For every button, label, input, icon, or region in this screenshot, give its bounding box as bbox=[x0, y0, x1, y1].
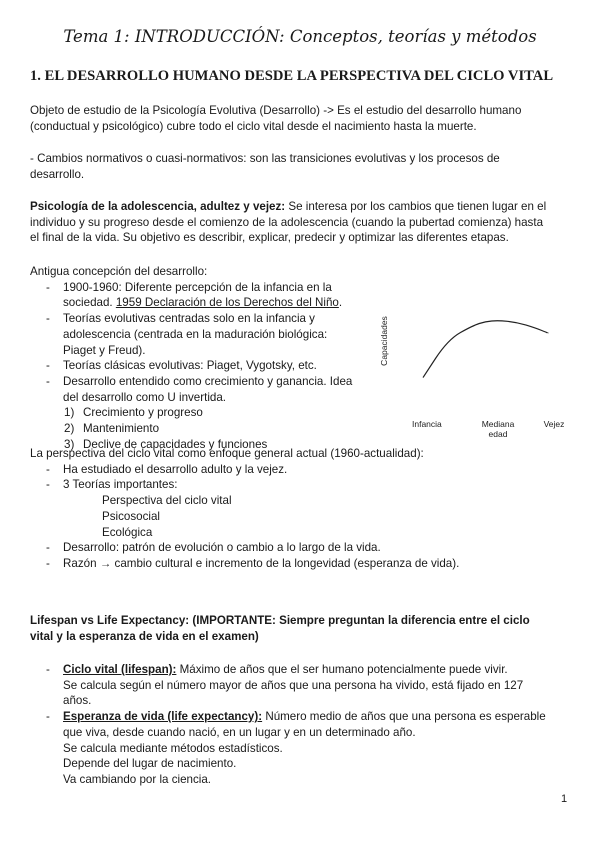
antigua-heading: Antigua concepción del desarrollo: bbox=[30, 265, 208, 278]
text-span: Crecimiento y progreso bbox=[83, 406, 203, 420]
text-line: (conductual y psicológico) cubre todo el ciclo vital desde el nacimiento hasta la muerte. bbox=[30, 119, 477, 133]
list-item bbox=[30, 462, 575, 478]
text-line: Objeto de estudio de la Psicología Evolutiva (Desarrollo) -> Es el estudio del desarrollo humano bbox=[30, 104, 522, 117]
text-line: años. bbox=[63, 694, 92, 708]
page-number: 1 bbox=[561, 793, 568, 805]
bold-term: Ciclo vital (lifespan): bbox=[63, 663, 177, 676]
section-antigua bbox=[30, 264, 375, 452]
text-line bbox=[63, 709, 575, 725]
x-tick-label: Infancia bbox=[412, 419, 442, 429]
definitions-list bbox=[30, 662, 575, 788]
text-span: Máximo de años que el ser humano potencialmente puede vivir. bbox=[176, 663, 508, 676]
text-line: - Cambios normativos o cuasi-normativos: son las transiciones evolutivas y los procesos de bbox=[30, 152, 500, 165]
document-title: Tema 1: INTRODUCCIÓN: Conceptos, teorías y métodos bbox=[63, 27, 537, 46]
antigua-list bbox=[30, 280, 375, 406]
text-span: Declive de capacidades y funciones bbox=[83, 437, 268, 451]
text-line bbox=[30, 199, 575, 215]
item-number: 2) bbox=[64, 422, 75, 436]
paragraph-psicologia bbox=[30, 199, 575, 246]
text-line: - Desarrollo entendido como crecimiento y ganancia. Idea bbox=[63, 374, 353, 388]
section-heading: 1. EL DESARROLLO HUMANO DESDE LA PERSPECTIVA DEL CICLO VITAL bbox=[30, 68, 554, 84]
series-line bbox=[423, 321, 548, 378]
text-line: - Ha estudiado el desarrollo adulto y la vejez. bbox=[63, 462, 288, 476]
list-item bbox=[30, 358, 375, 374]
item-number: 1) bbox=[64, 406, 75, 420]
text-line: vital y la esperanza de vida en el examen) bbox=[30, 629, 259, 643]
paragraph-objeto bbox=[30, 103, 575, 134]
text-line: - Razón → cambio cultural e incremento de la longevidad (esperanza de vida). bbox=[63, 556, 460, 570]
perspectiva-list-2 bbox=[30, 540, 575, 571]
text-line: individuo y su progreso desde el comienzo de la adolescencia (cuando la pubertad comienza) hasta bbox=[30, 215, 544, 229]
x-tick-label: Mediana edad bbox=[481, 419, 515, 439]
text-line: desarrollo. bbox=[30, 167, 85, 181]
lifespan-heading bbox=[30, 613, 575, 644]
text-line: Piaget y Freud). bbox=[63, 343, 146, 357]
theory-item: Perspectiva del ciclo vital bbox=[102, 494, 232, 508]
lifespan-list bbox=[30, 662, 575, 788]
text-line: Lifespan vs Life Expectancy: (IMPORTANTE: Siempre preguntan la diferencia entre el ciclo bbox=[30, 614, 530, 627]
list-item bbox=[30, 311, 375, 358]
text-line: Va cambiando por la ciencia. bbox=[63, 772, 212, 786]
text-line: - 3 Teorías importantes: bbox=[63, 478, 178, 492]
list-item bbox=[30, 374, 375, 405]
text-line bbox=[63, 295, 375, 311]
list-item bbox=[30, 540, 575, 556]
text-line: Se calcula según el número mayor de años que una persona ha vivido, está fijado en 127 bbox=[63, 678, 524, 692]
theory-item: Ecológica bbox=[102, 525, 153, 539]
y-axis-label: Capacidades bbox=[379, 316, 389, 366]
list-item bbox=[30, 477, 575, 493]
theory-item: Psicosocial bbox=[102, 509, 160, 523]
text-line: - Teorías clásicas evolutivas: Piaget, Vygotsky, etc. bbox=[63, 359, 317, 373]
text-line: - Teorías evolutivas centradas solo en la infancia y bbox=[63, 312, 315, 326]
sublist-item bbox=[30, 405, 375, 421]
underlined-text: 1959 Declaración de los Derechos del Niño bbox=[115, 296, 339, 310]
text-span: Mantenimiento bbox=[83, 422, 160, 436]
text-line: - 1900-1960: Diferente percepción de la infancia en la bbox=[63, 280, 332, 294]
text-span: Número medio de años que una persona es esperable bbox=[262, 710, 546, 724]
list-item bbox=[30, 662, 575, 709]
section-perspectiva bbox=[30, 446, 575, 572]
text-line: que viva, desde cuando nació, en un lugar y en un determinado año. bbox=[63, 725, 416, 739]
paragraph-cambios bbox=[30, 151, 575, 182]
text-line: - Desarrollo: patrón de evolución o cambio a lo largo de la vida. bbox=[63, 541, 381, 555]
text-span: Se interesa por los cambios que tienen lugar en el bbox=[285, 200, 547, 213]
perspectiva-list bbox=[30, 462, 575, 493]
perspectiva-heading: La perspectiva del ciclo vital como enfoque general actual (1960-actualidad): bbox=[30, 447, 424, 460]
text-line: Se calcula mediante métodos estadísticos. bbox=[63, 741, 283, 755]
list-item bbox=[30, 709, 575, 788]
sublist-item bbox=[30, 421, 375, 437]
list-item bbox=[30, 280, 375, 311]
text-span: sociedad. bbox=[63, 296, 116, 310]
text-line: el final de la vida. Su objetivo es describir, explicar, predecir y optimizar las diferentes etapas. bbox=[30, 231, 509, 245]
list-item bbox=[30, 556, 575, 572]
text-line: Depende del lugar de nacimiento. bbox=[63, 757, 237, 771]
text-line: adolescencia (centrada en la maduración biológica: bbox=[63, 327, 328, 341]
text-line: del desarrollo como U invertida. bbox=[63, 390, 227, 404]
text-span: . bbox=[338, 296, 343, 310]
text-line bbox=[63, 662, 575, 678]
bold-term: Esperanza de vida (life expectancy): bbox=[63, 710, 263, 724]
item-number: 3) bbox=[64, 437, 75, 451]
development-chart bbox=[378, 306, 578, 446]
bold-term: Psicología de la adolescencia, adultez y vejez: bbox=[30, 200, 286, 213]
x-tick-label: Vejez bbox=[543, 419, 565, 429]
